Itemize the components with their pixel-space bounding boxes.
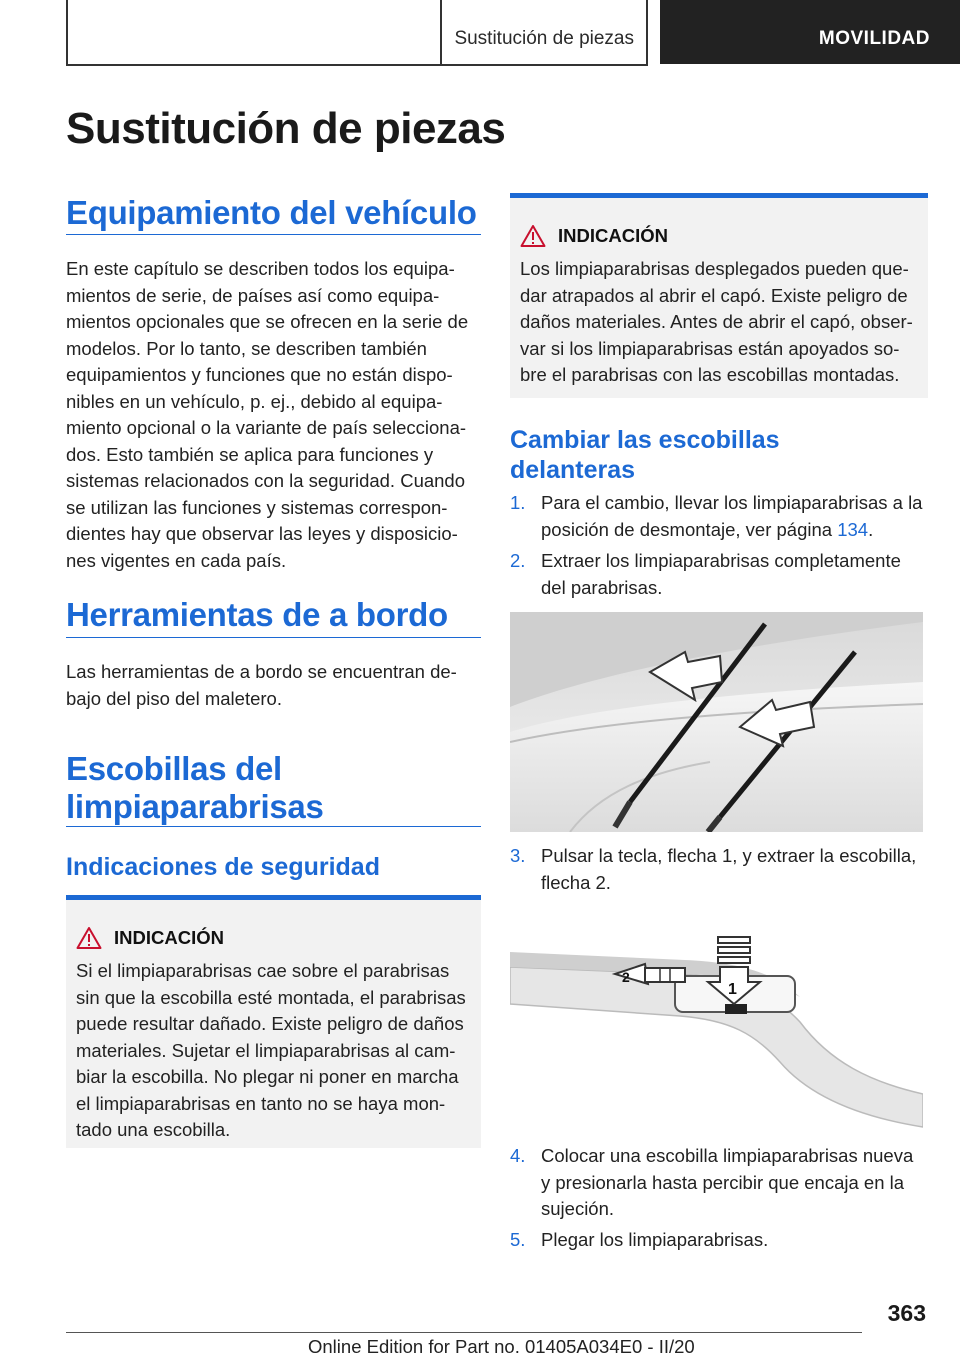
heading-escobillas: Escobillas del limpiaparabrisas: [66, 750, 324, 825]
arrow-label-1: 1: [728, 981, 737, 998]
notice-title: INDICACIÓN: [114, 927, 224, 948]
figure-windshield: [510, 612, 923, 832]
step-item: 3. Pulsar la tecla, flecha 1, y extraer la escobilla, flecha 2.: [510, 845, 917, 893]
herramientas-text: Las herramientas de a bordo se encuentran de- bajo del piso del maletero.: [66, 661, 457, 709]
step-item: 1. Para el cambio, llevar los limpiaparabrisas a la posición de desmontaje, ver página 134.: [510, 492, 923, 540]
notice-box: [510, 193, 928, 398]
heading-rule: [66, 826, 481, 827]
notice-title: INDICACIÓN: [558, 225, 668, 246]
warning-icon: [76, 926, 102, 950]
step-item: 2. Extraer los limpiaparabrisas completamente del parabrisas.: [510, 550, 901, 598]
step-item: 5. Plegar los limpiaparabrisas.: [510, 1229, 769, 1250]
footer-edition: Online Edition for Part no. 01405A034E0 - II/20: [308, 1336, 695, 1357]
heading-equipamiento: Equipamiento del vehículo: [66, 194, 477, 231]
heading-cambiar: Cambiar las escobillas delanteras: [510, 426, 780, 484]
heading-rule: [66, 637, 481, 638]
page-number: 363: [887, 1300, 926, 1326]
heading-herramientas: Herramientas de a bordo: [66, 596, 448, 633]
header-section-label: Sustitución de piezas: [454, 28, 634, 49]
heading-rule: [66, 234, 481, 235]
windshield-illustration: [510, 612, 923, 832]
notice-text: Si el limpiaparabrisas cae sobre el parabrisas sin que la escobilla esté montada, el parabrisas puede resultar dañado. Existe peligro de daños materiales. Sujetar el limpiaparabrisas al cam- biar la escobilla. No plegar ni poner en marcha el limpiaparabrisas en tanto no se haya mon- tado una escobilla.: [76, 960, 466, 1140]
equipamiento-text: En este capítulo se describen todos los equipa- mientos de serie, de países así como equipa- mientos opcionales que se ofrecen en la serie de modelos. Por lo tanto, se describen también equipamientos y funciones que no están dispo- nibles en un vehículo, p. ej., debido al equipa- miento opcional o la variante de país selecciona- dos. Esto también se aplica para funciones y sistemas relacionados con la seguridad. Cuando se utilizan las funciones y sistemas correspon- dientes hay que observar las leyes y disposicio- nes vigentes en cada país.: [66, 258, 469, 571]
page-title: Sustitución de piezas: [66, 104, 506, 153]
notice-box: [66, 895, 481, 1148]
footer-rule: [66, 1332, 862, 1333]
step-item: 4. Colocar una escobilla limpiaparabrisas nueva y presionarla hasta percibir que encaja en la sujeción.: [510, 1145, 914, 1219]
wiper-blade-illustration: [510, 912, 923, 1132]
header-chapter-label: MOVILIDAD: [818, 28, 930, 49]
warning-icon: [520, 224, 546, 248]
heading-seguridad: Indicaciones de seguridad: [66, 853, 380, 881]
header-section-tab[interactable]: [440, 0, 648, 66]
figure-wiper-blade: [510, 912, 923, 1132]
arrow-label-2: 2: [622, 969, 630, 985]
header-chapter-tab[interactable]: [660, 0, 960, 64]
page-link[interactable]: 134: [837, 518, 869, 540]
notice-text: Los limpiaparabrisas desplegados pueden que- dar atrapados al abrir el capó. Existe peligro de daños materiales. Antes de abrir el capó, obser- var si los limpiaparabrisas están apoyados so- bre el parabrisas con las escobillas montadas.: [520, 258, 913, 385]
